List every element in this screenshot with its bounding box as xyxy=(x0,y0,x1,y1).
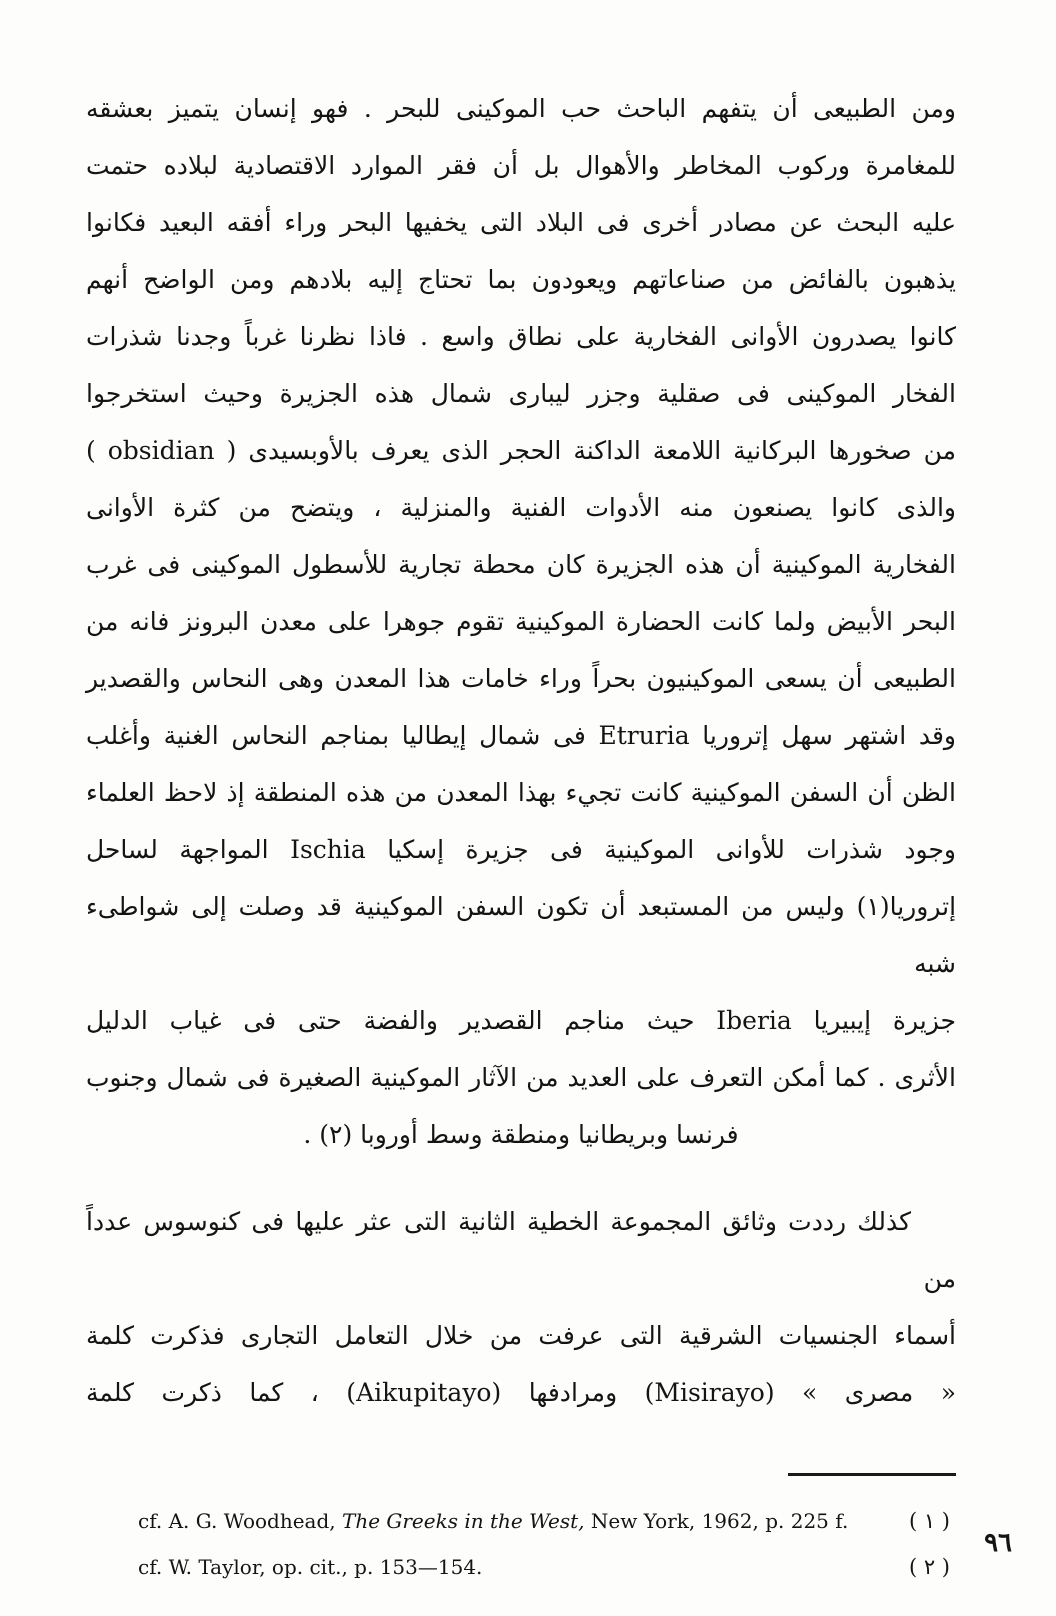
body-text xyxy=(86,80,956,1421)
text-line: للمغامرة وركوب المخاطر والأهوال بل أن فقر الموارد الاقتصادية لبلاده حتمت xyxy=(86,151,956,180)
text-line: وجود شذرات للأوانى الموكينية فى جزيرة إسكيا Ischia المواجهة لساحل xyxy=(86,835,956,864)
text-line: وقد اشتهر سهل إتروريا Etruria فى شمال إيطاليا بمناجم النحاس الغنية وأغلب xyxy=(86,721,957,750)
footnote-1-prefix: cf. A. G. Woodhead, xyxy=(138,1509,342,1533)
paragraph-1 xyxy=(86,80,956,1163)
footnote-2-text xyxy=(138,1544,482,1590)
text-line: فرنسا وبريطانيا ومنطقة وسط أوروبا (٢) . xyxy=(303,1120,739,1149)
text-line: الفخار الموكينى فى صقلية وجزر ليبارى شمال هذه الجزيرة وحيث استخرجوا xyxy=(86,379,956,408)
footnote-1-marker: ( ١ ) xyxy=(908,1509,950,1533)
footnote-1-text xyxy=(138,1498,848,1544)
text-line: عليه البحث عن مصادر أخرى فى البلاد التى يخفيها البحر وراء أفقه البعيد فكانوا xyxy=(86,208,956,237)
text-line: الطبيعى أن يسعى الموكينيون بحراً وراء خامات هذا المعدن وهى النحاس والقصدير xyxy=(86,664,956,693)
text-line: كانوا يصدرون الأوانى الفخارية على نطاق واسع . فاذا نظرنا غرباً وجدنا شذرات xyxy=(86,322,956,351)
footnote-2-marker: ( ٢ ) xyxy=(908,1555,950,1579)
text-line: كذلك رددت وثائق المجموعة الخطية الثانية التى عثر عليها فى كنوسوس عدداً من xyxy=(86,1207,956,1293)
text-line: يذهبون بالفائض من صناعاتهم ويعودون بما تحتاج إليه بلادهم ومن الواضح أنهم xyxy=(86,265,956,294)
text-line: الأثرى . كما أمكن التعرف على العديد من الآثار الموكينية الصغيرة فى شمال وجنوب xyxy=(86,1063,956,1092)
text-line: ومن الطبيعى أن يتفهم الباحث حب الموكينى للبحر . فهو إنسان يتميز بعشقه xyxy=(86,94,956,123)
text-line: الفخارية الموكينية أن هذه الجزيرة كان محطة تجارية للأسطول الموكينى فى غرب xyxy=(86,550,956,579)
text-line: الظن أن السفن الموكينية كانت تجيء بهذا المعدن من هذه المنطقة إذ لاحظ العلماء xyxy=(86,778,956,807)
text-line: البحر الأبيض ولما كانت الحضارة الموكينية تقوم جوهرا على معدن البرونز فانه من xyxy=(86,607,956,636)
paragraph-2 xyxy=(86,1193,956,1421)
text-line: « مصرى » (Misirayo) ومرادفها (Aikupitayo) ، كما ذكرت كلمة xyxy=(86,1378,957,1407)
footnotes xyxy=(86,1498,956,1590)
text-line: والذى كانوا يصنعون منه الأدوات الفنية والمنزلية ، ويتضح من كثرة الأوانى xyxy=(86,493,956,522)
text-line: من صخورها البركانية اللامعة الداكنة الحجر الذى يعرف بالأوبسيدى ( obsidian ) xyxy=(86,436,957,465)
footnote-2 xyxy=(138,1544,956,1590)
footnote-1-suffix: New York, 1962, p. 225 f. xyxy=(584,1509,849,1533)
footnote-separator xyxy=(788,1473,956,1476)
text-line: إتروريا(١) وليس من المستبعد أن تكون السفن الموكينية قد وصلت إلى شواطىء شبه xyxy=(86,892,957,978)
footnote-1-title: The Greeks in the West, xyxy=(341,1509,585,1533)
text-line: أسماء الجنسيات الشرقية التى عرفت من خلال التعامل التجارى فذكرت كلمة xyxy=(86,1321,956,1350)
footnote-2-prefix: cf. W. Taylor, op. cit., p. 153—154. xyxy=(138,1555,483,1579)
text-line: جزيرة إيبيريا Iberia حيث مناجم القصدير والفضة حتى فى غياب الدليل xyxy=(86,1006,956,1035)
footnote-1 xyxy=(138,1498,956,1544)
page-number: ٩٦ xyxy=(984,1528,1012,1558)
